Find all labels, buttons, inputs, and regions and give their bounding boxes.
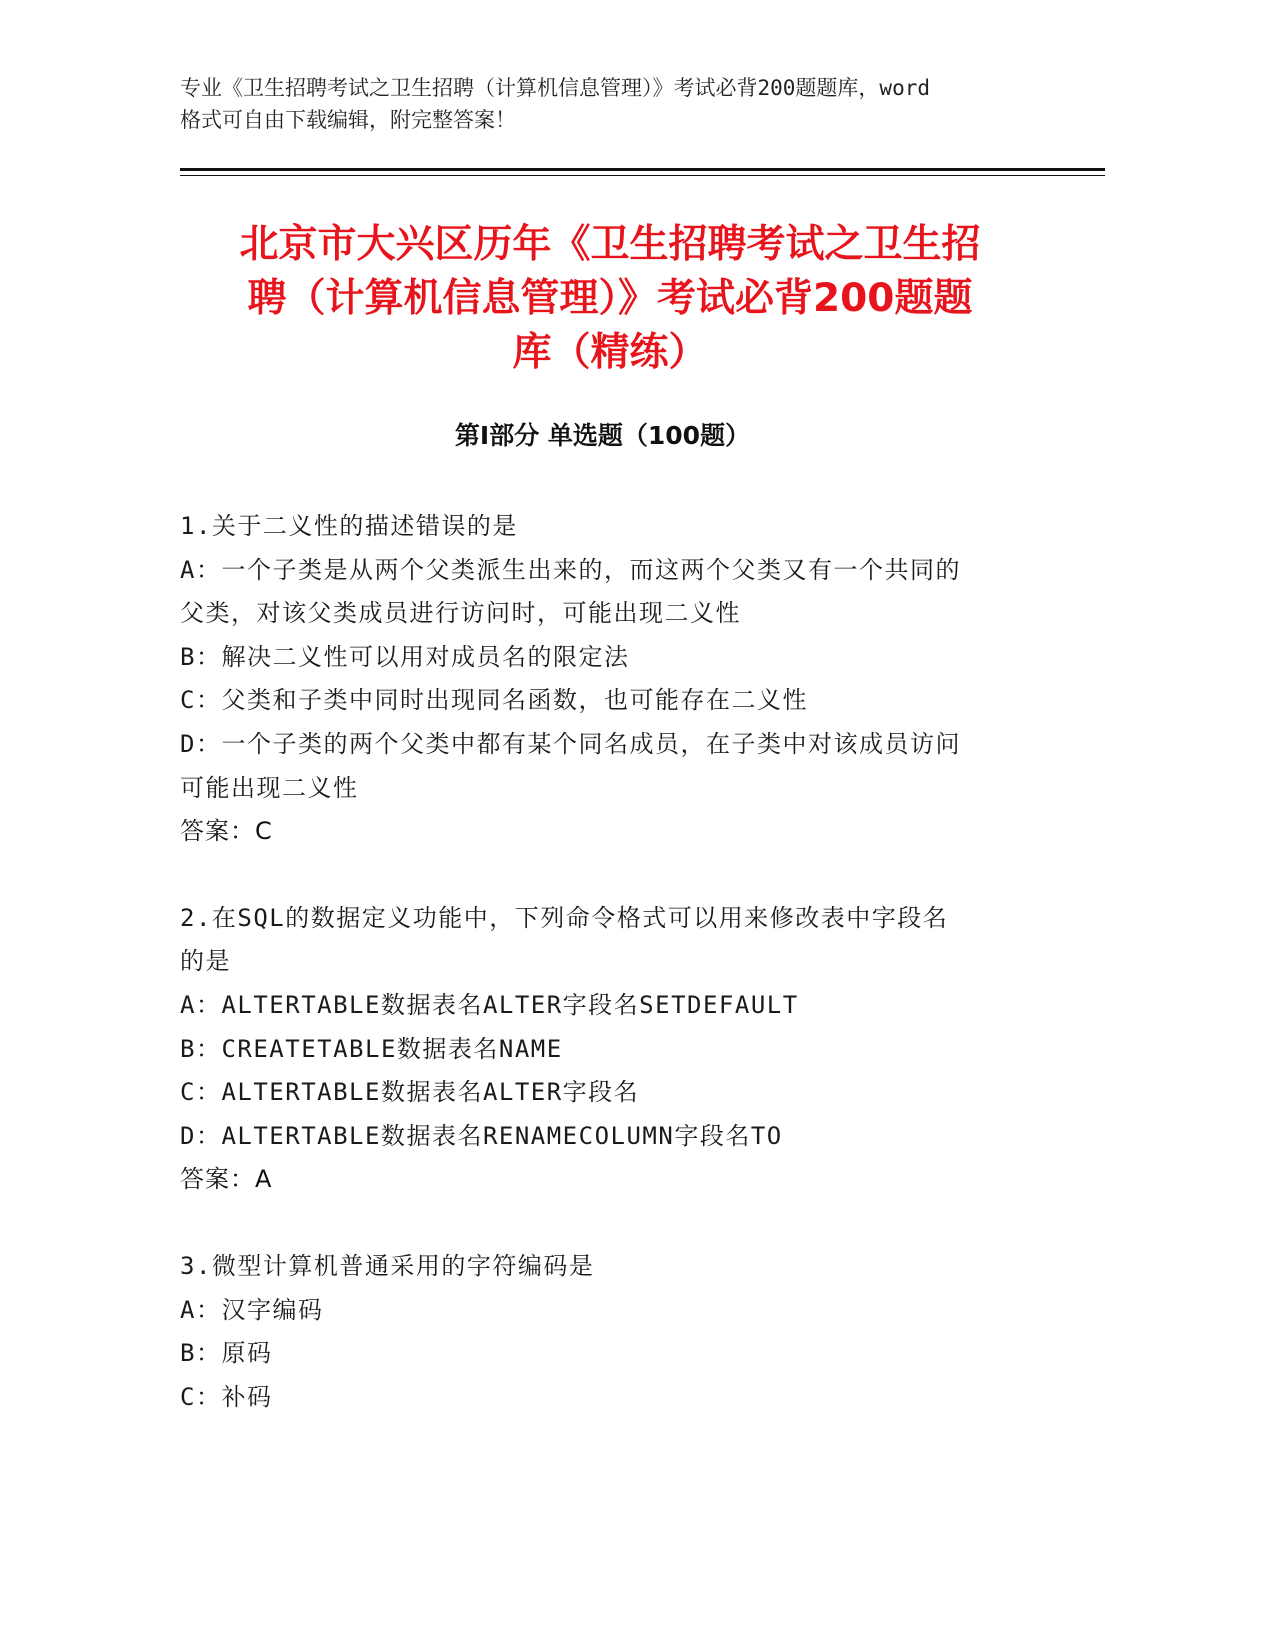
header-rule-thin bbox=[180, 175, 1105, 176]
question-option: C：ALTERTABLE数据表名ALTER字段名 bbox=[180, 1078, 640, 1107]
question-stem: 3.微型计算机普通采用的字符编码是 bbox=[180, 1251, 595, 1280]
document-title-line-1: 北京市大兴区历年《卫生招聘考试之卫生招 bbox=[239, 222, 981, 267]
question-option: C：补码 bbox=[180, 1382, 273, 1411]
question-answer: 答案：A bbox=[180, 1165, 273, 1194]
question-option: B：CREATETABLE数据表名NAME bbox=[180, 1034, 563, 1063]
question-list bbox=[180, 505, 1040, 1462]
question-item bbox=[180, 505, 1040, 854]
question-option: 父类，对该父类成员进行访问时，可能出现二义性 bbox=[180, 599, 741, 628]
question-option: B：解决二义性可以用对成员名的限定法 bbox=[180, 642, 630, 671]
question-option: B：原码 bbox=[180, 1339, 273, 1368]
question-option: D：ALTERTABLE数据表名RENAMECOLUMN字段名TO bbox=[180, 1121, 783, 1150]
question-option: D：一个子类的两个父类中都有某个同名成员，在子类中对该成员访问 bbox=[180, 729, 961, 758]
document-title bbox=[170, 218, 1050, 380]
document-title-line-3: 库（精练） bbox=[512, 330, 708, 375]
question-item bbox=[180, 1245, 1040, 1419]
document-title-line-2: 聘（计算机信息管理）》考试必背200题题 bbox=[247, 276, 973, 321]
section-heading: 第Ⅰ部分 单选题（100题） bbox=[454, 421, 751, 450]
question-option: C：父类和子类中同时出现同名函数，也可能存在二义性 bbox=[180, 686, 808, 715]
question-option: A：汉字编码 bbox=[180, 1295, 324, 1324]
question-option: 可能出现二义性 bbox=[180, 773, 359, 802]
header-note-line-1: 专业《卫生招聘考试之卫生招聘（计算机信息管理）》考试必背200题题库，word bbox=[180, 76, 930, 100]
question-stem: 1.关于二义性的描述错误的是 bbox=[180, 512, 518, 540]
question-stem: 2.在SQL的数据定义功能中，下列命令格式可以用来修改表中字段名 bbox=[180, 903, 949, 932]
question-stem: 的是 bbox=[180, 947, 231, 976]
header-note bbox=[180, 72, 1080, 136]
header-rule-thick bbox=[180, 168, 1105, 171]
question-option: A：ALTERTABLE数据表名ALTER字段名SETDEFAULT bbox=[180, 990, 799, 1019]
header-note-line-2: 格式可自由下载编辑，附完整答案！ bbox=[180, 108, 516, 132]
question-item bbox=[180, 897, 1040, 1202]
question-answer: 答案：C bbox=[180, 817, 273, 846]
question-option: A：一个子类是从两个父类派生出来的，而这两个父类又有一个共同的 bbox=[180, 555, 961, 584]
